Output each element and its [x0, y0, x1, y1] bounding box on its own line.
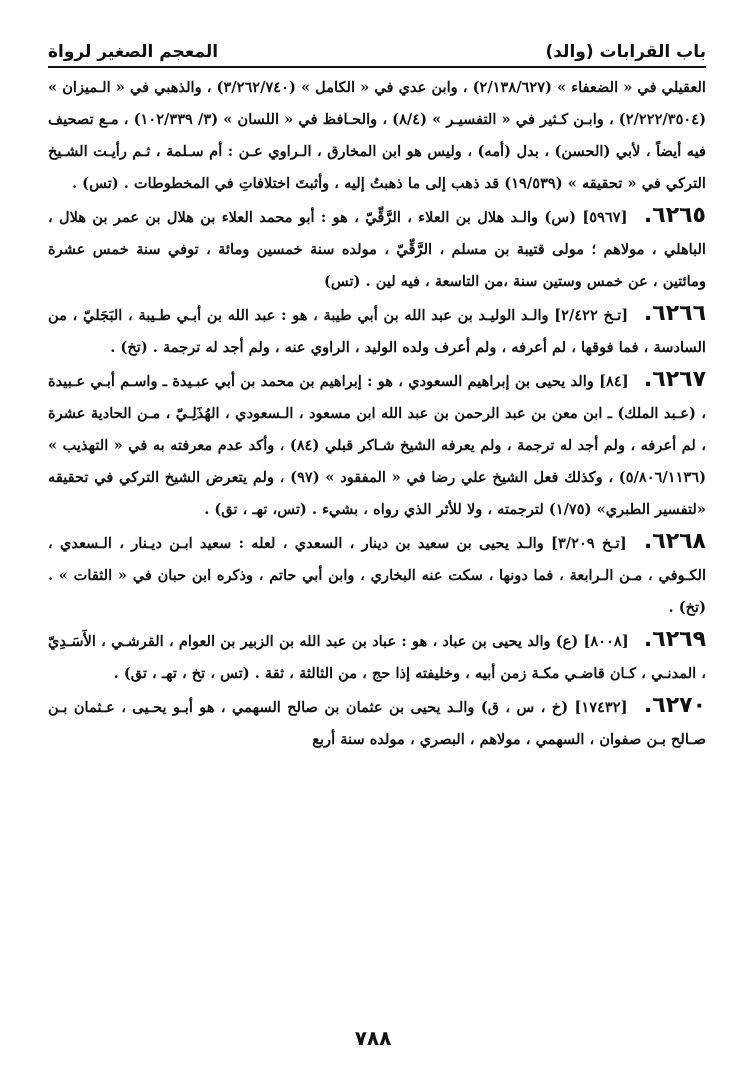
- entry-6268: [48, 526, 706, 624]
- entry-6269: [48, 624, 706, 690]
- entry-number: ٦٢٦٩.: [643, 627, 706, 652]
- entry-number: ٦٢٦٦.: [643, 301, 706, 326]
- entry-text: [تـخ ٢/٤٢٢] والـد الوليـد بن عبد الله بن أبي طيبة ، هو : عبد الله بن أبـي طـيبة ، البَجَليّ ، من السادسة ، فما فوقها ، لم أعرفه ، ولم أعرف ولده الوليد ، الراوي عنه ، ولم أجد له ترجمة . (تخ) .: [48, 307, 706, 356]
- entry-text: [٥٩٦٧] (س) والـد هلال بن العلاء ، الرَّقِّيّ ، هو : أبو محمد العلاء بن هلال بن عمر بن هلال ، الباهلي ، مولاهم ؛ مولى قتيبة بن مسلم ، الرَّقِّيّ ، مولده سنة خمسين ومائة ، توفي سنة خمس عشرة ومائتين ، عن خمس وستين سنة ،من التاسعة ، فيه لين . (تس): [48, 209, 706, 290]
- entry-number: ٦٢٦٥.: [643, 203, 706, 228]
- entry-continuation: [48, 72, 706, 200]
- entry-6265: [48, 200, 706, 298]
- entry-6266: [48, 298, 706, 364]
- entry-number: ٦٢٧٠.: [643, 693, 706, 718]
- book-title: المعجم الصغير لرواة: [48, 42, 219, 62]
- page-number: ٧٨٨: [354, 1026, 392, 1050]
- page-header: [48, 30, 706, 68]
- entry-text: [٨٠٠٨] (ع) والد يحيى بن عباد ، هو : عباد بن عبد الله بن الزبير بن العوام ، القرشـي ، الأَسَـدِيّ ، المدنـي ، كـان قاضـي مكـة زمن أبيه ، وخليفته إذا حج ، من الثالثة ، ثقة . (تس ، تخ ، تهـ ، تق) .: [48, 633, 706, 682]
- chapter-title: باب القرابات (والد): [545, 42, 706, 62]
- entry-number: ٦٢٦٨.: [643, 529, 706, 554]
- entry-text: [تـخ ٣/٢٠٩] والـد يحيى بن سعيد بن دينار ، السعدي ، لعله : سعيد ابـن ديـنار ، الـسعدي ، الكـوفي ، مـن الـرابعة ، فما دونها ، سكت عنه البخاري ، وابن أبي حاتم ، وذكره ابن حبان في « الثقات » . (تخ) .: [48, 535, 706, 616]
- entry-6270: [48, 690, 706, 756]
- entry-text: [٨٤] والد يحيى بن إبراهيم السعودي ، هو : إبراهيم بن محمد بن أبي عبـيدة ـ واسـم أبـي عـبيدة ، (عـبد الملك) ـ ابن معن بن عبد الرحمن بن عبد الله ابن مسعود ، الـسعودي ، الهُذَلِـيّ ، مـن الحادية عشرة ، لم أعرفه ، ولم أجد له ترجمة ، ولم يعرفه الشيخ شـاكر قبلي (٨٤) ، وأكد عدم معرفته به في « التهذيب » (٥/٨٠٦/١١٣٦) ، وكذلك فعل الشيخ علي رضا في « المفقود » (٩٧) ، ولم يتعرض الشيخ التركي في تحقيقه «لتفسير الطبري» (١/٧٥) لترجمته ، ولا للأثر الذي رواه ، بشيء . (تس، تهـ ، تق) .: [48, 373, 706, 518]
- page-body: [48, 72, 706, 756]
- entry-text: [١٧٤٣٢] (خ ، س ، ق) والـد يحيى بن عثمان بن صالح السهمي ، هو أبـو يحـيى ، عـثمان بـن صـالح بـن صفوان ، السهمي ، مولاهم ، البصري ، مولده سنة أربع: [48, 699, 706, 748]
- entry-number: ٦٢٦٧.: [643, 367, 706, 392]
- entry-6267: [48, 364, 706, 526]
- entry-text: العقيلي في « الضعفاء » (٢/١٣٨/٦٢٧) ، وابن عدي في « الكامل » (٣/٢٦٢/٧٤٠) ، والذهبي في « الـميزان » (٢/٢٢٢/٣٥٠٤) ، وابـن كـثير في « التفسيـر » (٨/٤) ، والحـافظ في « اللسان » (٣/ ١٠٢/٣٣٩) ، مـع تصحيف فيه أيضاً ، لأبي (الحسن) ، بدل (أمه) ، وليس هو ابن المخارق ، الـراوي عـن : أم سـلمة ، ثـم رأيـت الشـيخ التركي في « تحقيقه » (١٩/٥٣٩) قد ذهب إلى ما ذهبتُ إليه ، وأثبتَ اختلافاتِ في المخطوطات . (تس) .: [48, 79, 706, 192]
